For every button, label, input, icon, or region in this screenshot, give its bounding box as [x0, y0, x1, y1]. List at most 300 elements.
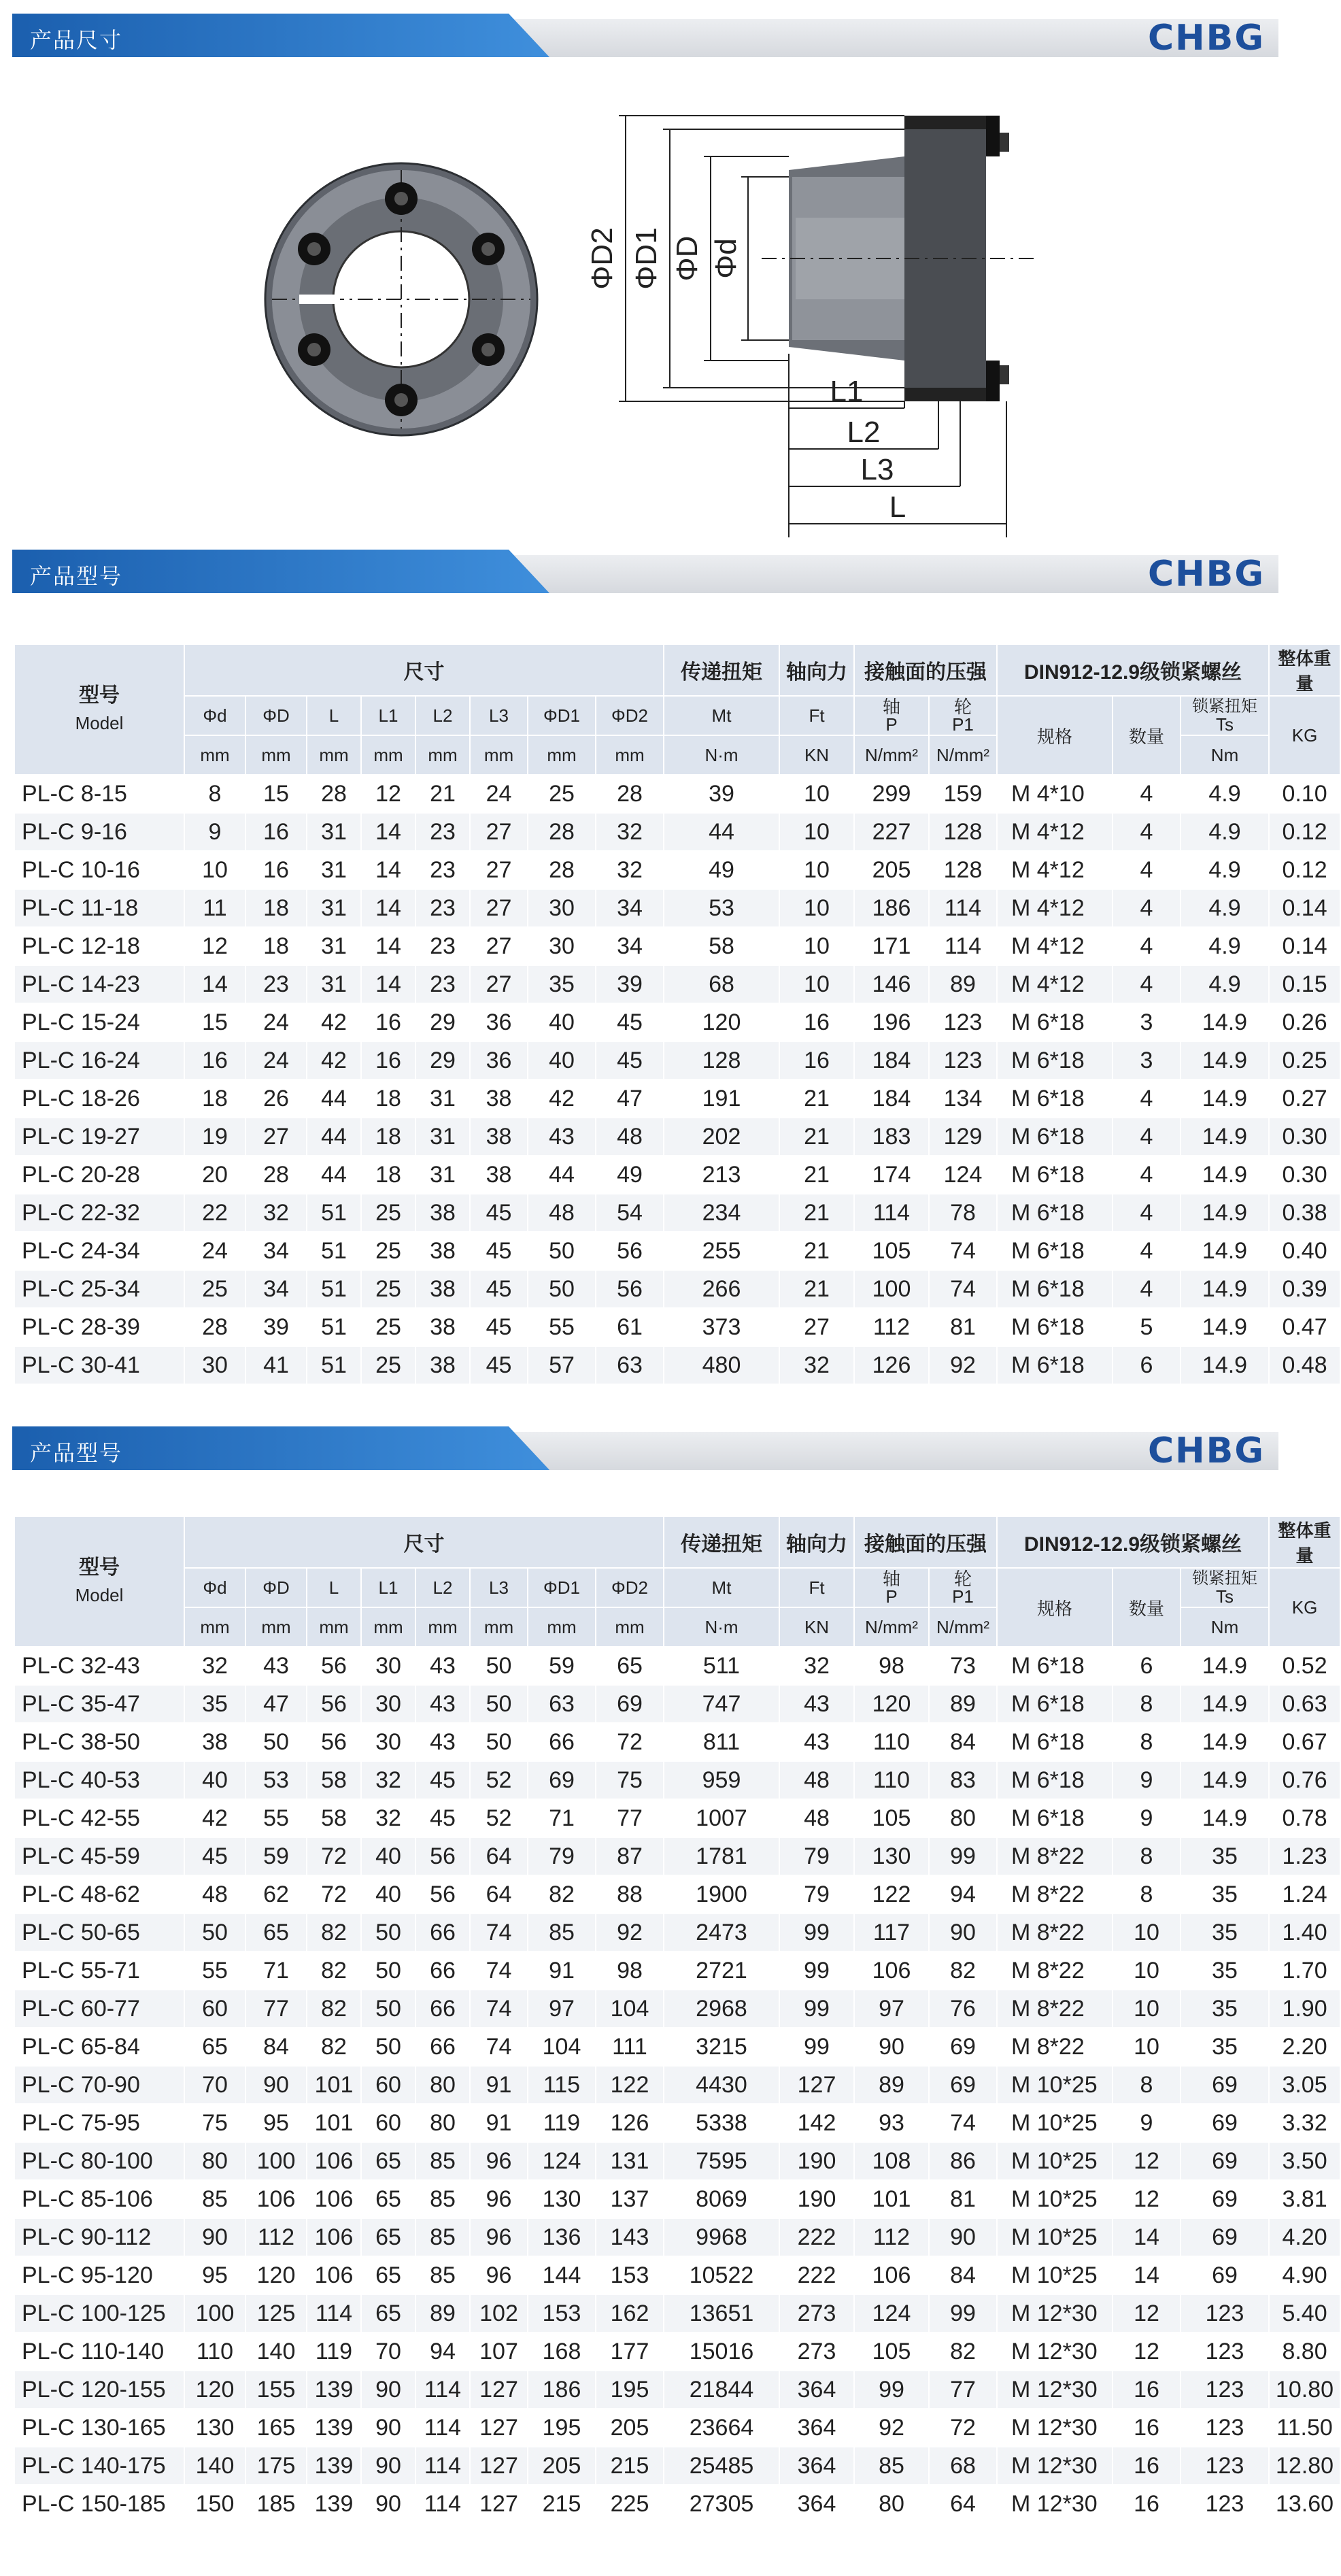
table-cell: 140	[184, 2447, 245, 2485]
table-cell: M 10*25	[997, 2142, 1113, 2180]
label-l3: L3	[860, 453, 894, 486]
table-cell: 69	[1181, 2066, 1269, 2104]
table-cell: 127	[470, 2447, 528, 2485]
table-cell: 115	[528, 2066, 596, 2104]
table-cell: 104	[528, 2028, 596, 2066]
label-l2: L2	[847, 416, 881, 449]
table-cell: 100	[245, 2142, 307, 2180]
table-row	[14, 1723, 1340, 1761]
table-cell: PL-C 75-95	[14, 2104, 184, 2142]
table-cell: 38	[415, 1308, 470, 1346]
table-cell: 130	[854, 1837, 929, 1875]
table-cell: 4	[1113, 813, 1181, 851]
table-cell: 0.52	[1269, 1647, 1340, 1685]
table-cell: 55	[245, 1799, 307, 1837]
table-cell: PL-C 12-18	[14, 927, 184, 965]
table-cell: 128	[664, 1041, 779, 1080]
table-cell: PL-C 9-16	[14, 813, 184, 851]
table-cell: 215	[528, 2485, 596, 2523]
table-cell: 168	[528, 2332, 596, 2371]
header-unit: mm	[184, 1607, 245, 1647]
header-unit: mm	[470, 735, 528, 775]
table-cell: M 6*18	[997, 1647, 1113, 1685]
table-row	[14, 965, 1340, 1003]
table-cell: 84	[245, 2028, 307, 2066]
spec-table-2	[14, 1516, 1341, 2524]
table-cell: PL-C 120-155	[14, 2371, 184, 2409]
table-cell: 71	[245, 1952, 307, 1990]
table-cell: 14.9	[1181, 1270, 1269, 1308]
table-cell: 64	[929, 2485, 997, 2523]
table-cell: 90	[184, 2218, 245, 2256]
table-cell: 74	[929, 1232, 997, 1270]
table-cell: 10	[779, 775, 854, 813]
table-row	[14, 1799, 1340, 1837]
table-cell: 38	[415, 1194, 470, 1232]
table-cell: 153	[596, 2256, 664, 2294]
table-cell: 52	[470, 1761, 528, 1799]
table-cell: 112	[854, 2218, 929, 2256]
table-cell: 111	[596, 2028, 664, 2066]
table-cell: 1007	[664, 1799, 779, 1837]
table-cell: 70	[361, 2332, 415, 2371]
header-spec: 规格	[997, 1568, 1113, 1647]
table-cell: 0.12	[1269, 851, 1340, 889]
table-cell: 134	[929, 1080, 997, 1118]
table-cell: 165	[245, 2409, 307, 2447]
table-cell: PL-C 19-27	[14, 1118, 184, 1156]
table-cell: 144	[528, 2256, 596, 2294]
technical-drawing	[0, 68, 1306, 544]
table-cell: 55	[528, 1308, 596, 1346]
table-cell: PL-C 65-84	[14, 2028, 184, 2066]
table-row	[14, 1837, 1340, 1875]
table-cell: 31	[415, 1080, 470, 1118]
table-cell: 12	[184, 927, 245, 965]
table-cell: 53	[664, 889, 779, 927]
table-cell: 6	[1113, 1346, 1181, 1384]
brand-logo: CHBG	[1148, 1431, 1265, 1471]
table-cell: 4	[1113, 965, 1181, 1003]
table-cell: 39	[245, 1308, 307, 1346]
table-cell: 110	[854, 1761, 929, 1799]
header-pressure: 接触面的压强	[854, 1516, 997, 1568]
table-cell: 35	[1181, 1990, 1269, 2028]
table-cell: 69	[1181, 2180, 1269, 2218]
table-cell: 205	[854, 851, 929, 889]
table-cell: PL-C 32-43	[14, 1647, 184, 1685]
table-cell: 42	[307, 1003, 361, 1041]
table-cell: 56	[307, 1647, 361, 1685]
table-row	[14, 775, 1340, 813]
table-cell: 139	[307, 2447, 361, 2485]
table-cell: 4	[1113, 775, 1181, 813]
table-cell: 96	[470, 2180, 528, 2218]
table-cell: PL-C 14-23	[14, 965, 184, 1003]
header-qty: 数量	[1113, 696, 1181, 775]
table-cell: 10	[779, 889, 854, 927]
table-cell: PL-C 20-28	[14, 1156, 184, 1194]
table-cell: 89	[929, 965, 997, 1003]
side-view	[585, 116, 1034, 537]
table-cell: 43	[779, 1685, 854, 1723]
table-cell: 38	[184, 1723, 245, 1761]
table-cell: 82	[307, 1990, 361, 2028]
table-cell: M 12*30	[997, 2294, 1113, 2332]
table-cell: 146	[854, 965, 929, 1003]
table-cell: 32	[779, 1346, 854, 1384]
header-unit: mm	[528, 1607, 596, 1647]
table-cell: 75	[184, 2104, 245, 2142]
table-cell: M 6*18	[997, 1041, 1113, 1080]
table-cell: 35	[1181, 1875, 1269, 1913]
table-cell: 16	[1113, 2485, 1181, 2523]
table-cell: 1.40	[1269, 1913, 1340, 1952]
table-cell: 65	[361, 2256, 415, 2294]
header-torque: 传递扭矩	[664, 1516, 779, 1568]
table-cell: 94	[415, 2332, 470, 2371]
table-cell: 25485	[664, 2447, 779, 2485]
table-cell: 16	[1113, 2409, 1181, 2447]
table-cell: 21844	[664, 2371, 779, 2409]
table-row	[14, 1156, 1340, 1194]
table-cell: 56	[596, 1270, 664, 1308]
table-cell: 30	[361, 1723, 415, 1761]
table-cell: 16	[779, 1003, 854, 1041]
table-cell: 42	[307, 1041, 361, 1080]
table-cell: 0.14	[1269, 927, 1340, 965]
table-cell: 124	[929, 1156, 997, 1194]
table-cell: 4	[1113, 1270, 1181, 1308]
table-cell: 20	[184, 1156, 245, 1194]
table-cell: 139	[307, 2371, 361, 2409]
table-cell: 99	[779, 2028, 854, 2066]
table-cell: 120	[854, 1685, 929, 1723]
table-row	[14, 2256, 1340, 2294]
table-cell: 128	[929, 851, 997, 889]
table-cell: 139	[307, 2485, 361, 2523]
table-cell: 79	[528, 1837, 596, 1875]
table-cell: 27	[470, 927, 528, 965]
table-cell: 10	[1113, 1990, 1181, 2028]
table-cell: 27	[470, 813, 528, 851]
table-cell: 25	[361, 1194, 415, 1232]
table-cell: 45	[470, 1308, 528, 1346]
header-col: L	[307, 1568, 361, 1607]
table-cell: 14	[184, 965, 245, 1003]
table-cell: 25	[528, 775, 596, 813]
brand-logo: CHBG	[1148, 554, 1265, 595]
table-cell: 28	[528, 851, 596, 889]
table-cell: 123	[929, 1003, 997, 1041]
table-cell: 90	[361, 2409, 415, 2447]
table-cell: 25	[361, 1308, 415, 1346]
table-cell: 155	[245, 2371, 307, 2409]
table-cell: 140	[245, 2332, 307, 2371]
table-cell: 44	[307, 1156, 361, 1194]
table-cell: 195	[596, 2371, 664, 2409]
table-cell: 4.9	[1181, 927, 1269, 965]
label-l: L	[889, 490, 906, 524]
table-cell: 106	[307, 2256, 361, 2294]
table-cell: 77	[245, 1990, 307, 2028]
table-cell: 25	[361, 1270, 415, 1308]
table-cell: 225	[596, 2485, 664, 2523]
table-cell: 50	[245, 1723, 307, 1761]
table-cell: 123	[1181, 2332, 1269, 2371]
table-cell: M 6*18	[997, 1156, 1113, 1194]
table-row	[14, 2332, 1340, 2371]
table-cell: 3	[1113, 1003, 1181, 1041]
header-col: L	[307, 696, 361, 735]
table-cell: 14.9	[1181, 1156, 1269, 1194]
header-hub: 轮 P1	[929, 1568, 997, 1607]
table-cell: 31	[307, 927, 361, 965]
table-cell: PL-C 70-90	[14, 2066, 184, 2104]
header-col: ΦD2	[596, 1568, 664, 1607]
table-cell: 38	[470, 1156, 528, 1194]
table-cell: 106	[854, 1952, 929, 1990]
table-cell: PL-C 30-41	[14, 1346, 184, 1384]
table-cell: M 4*12	[997, 889, 1113, 927]
table-cell: 32	[245, 1194, 307, 1232]
table-cell: 43	[415, 1685, 470, 1723]
table-cell: 66	[415, 1913, 470, 1952]
table-cell: 23	[415, 851, 470, 889]
table-cell: M 12*30	[997, 2371, 1113, 2409]
table-cell: 112	[854, 1308, 929, 1346]
table-cell: PL-C 45-59	[14, 1837, 184, 1875]
table-cell: M 8*22	[997, 2028, 1113, 2066]
table-cell: 153	[528, 2294, 596, 2332]
table-cell: 12	[1113, 2142, 1181, 2180]
table-cell: PL-C 16-24	[14, 1041, 184, 1080]
table-cell: 31	[415, 1118, 470, 1156]
table-cell: 95	[245, 2104, 307, 2142]
header-unit-ft: KN	[779, 1607, 854, 1647]
table-cell: 40	[528, 1003, 596, 1041]
header-model: 型号 Model	[14, 644, 184, 775]
header-ft: Ft	[779, 1568, 854, 1607]
table-cell: 4.9	[1181, 851, 1269, 889]
table-cell: 35	[1181, 1952, 1269, 1990]
table-cell: 511	[664, 1647, 779, 1685]
table-cell: 44	[307, 1118, 361, 1156]
table-cell: 5	[1113, 1308, 1181, 1346]
table-cell: 29	[415, 1041, 470, 1080]
table-cell: 14.9	[1181, 1647, 1269, 1685]
table-cell: 32	[596, 813, 664, 851]
table-cell: 18	[361, 1156, 415, 1194]
table-cell: 50	[470, 1723, 528, 1761]
table-cell: 56	[307, 1685, 361, 1723]
table-row	[14, 1685, 1340, 1723]
table-cell: 27305	[664, 2485, 779, 2523]
table-cell: 30	[528, 889, 596, 927]
table-row	[14, 1080, 1340, 1118]
header-col: Φd	[184, 696, 245, 735]
table-cell: 48	[528, 1194, 596, 1232]
table-cell: 45	[415, 1761, 470, 1799]
table-cell: 69	[596, 1685, 664, 1723]
table-row	[14, 813, 1340, 851]
table-cell: 0.30	[1269, 1156, 1340, 1194]
table-cell: 364	[779, 2485, 854, 2523]
table-cell: 120	[184, 2371, 245, 2409]
table-cell: 75	[596, 1761, 664, 1799]
table-cell: 14.9	[1181, 1232, 1269, 1270]
table-cell: 202	[664, 1118, 779, 1156]
table-cell: 25	[361, 1346, 415, 1384]
table-cell: 26	[245, 1080, 307, 1118]
table-cell: 14.9	[1181, 1685, 1269, 1723]
header-shaft: 轴 P	[854, 696, 929, 735]
table-cell: 162	[596, 2294, 664, 2332]
table-cell: 82	[929, 2332, 997, 2371]
table-row	[14, 1308, 1340, 1346]
table-cell: 45	[470, 1232, 528, 1270]
table-cell: 222	[779, 2256, 854, 2294]
table-cell: 15	[184, 1003, 245, 1041]
table-cell: 66	[415, 1952, 470, 1990]
table-cell: M 6*18	[997, 1003, 1113, 1041]
label-d2: ΦD2	[585, 227, 619, 290]
table-cell: 79	[779, 1875, 854, 1913]
table-cell: M 6*18	[997, 1194, 1113, 1232]
section-header-dimensions	[0, 14, 1306, 67]
table-cell: 38	[415, 1346, 470, 1384]
table-cell: 23	[415, 965, 470, 1003]
table-cell: 64	[470, 1875, 528, 1913]
table-cell: 44	[528, 1156, 596, 1194]
header-unit-mt: N·m	[664, 735, 779, 775]
table-cell: 8	[1113, 1685, 1181, 1723]
table-cell: 61	[596, 1308, 664, 1346]
table-row	[14, 1194, 1340, 1232]
table-cell: M 6*18	[997, 1685, 1113, 1723]
table-cell: 0.25	[1269, 1041, 1340, 1080]
table-cell: 120	[664, 1003, 779, 1041]
table-cell: 124	[854, 2294, 929, 2332]
table-cell: 117	[854, 1913, 929, 1952]
table-row	[14, 927, 1340, 965]
table-cell: 80	[929, 1799, 997, 1837]
table-cell: 114	[307, 2294, 361, 2332]
table-cell: 80	[184, 2142, 245, 2180]
table-cell: 99	[779, 1913, 854, 1952]
header-unit-p1: N/mm²	[929, 735, 997, 775]
table-cell: 14	[361, 851, 415, 889]
table-cell: 16	[245, 813, 307, 851]
table-cell: M 8*22	[997, 1913, 1113, 1952]
table-cell: 91	[528, 1952, 596, 1990]
table-cell: 35	[1181, 1837, 1269, 1875]
header-weight: 整体重量	[1269, 1516, 1340, 1568]
table-cell: 9	[184, 813, 245, 851]
table-cell: 91	[470, 2066, 528, 2104]
table-cell: 6	[1113, 1647, 1181, 1685]
label-l1: L1	[830, 375, 864, 408]
header-unit: mm	[596, 735, 664, 775]
table-cell: 373	[664, 1308, 779, 1346]
table-cell: 90	[929, 2218, 997, 2256]
table-cell: 143	[596, 2218, 664, 2256]
table-cell: 36	[470, 1041, 528, 1080]
table-cell: 8	[1113, 2066, 1181, 2104]
table-cell: 51	[307, 1194, 361, 1232]
table-cell: 68	[664, 965, 779, 1003]
table-cell: 123	[929, 1041, 997, 1080]
table-cell: M 6*18	[997, 1232, 1113, 1270]
table-cell: PL-C 38-50	[14, 1723, 184, 1761]
table-cell: 90	[361, 2447, 415, 2485]
label-d: ΦD	[670, 235, 704, 282]
table-cell: 43	[415, 1723, 470, 1761]
section-header-models-2	[0, 1426, 1306, 1479]
table-cell: 40	[361, 1875, 415, 1913]
header-unit-mt: N·m	[664, 1607, 779, 1647]
table-cell: 98	[596, 1952, 664, 1990]
table-cell: 47	[245, 1685, 307, 1723]
table-cell: 126	[854, 1346, 929, 1384]
table-cell: 92	[854, 2409, 929, 2447]
table-row	[14, 2180, 1340, 2218]
table-cell: 34	[596, 889, 664, 927]
table-cell: 65	[361, 2218, 415, 2256]
table-cell: 12.80	[1269, 2447, 1340, 2485]
table-cell: 56	[596, 1232, 664, 1270]
table-cell: 97	[854, 1990, 929, 2028]
table-cell: 99	[779, 1952, 854, 1990]
table-cell: 45	[415, 1799, 470, 1837]
table-cell: 126	[596, 2104, 664, 2142]
table-cell: 0.27	[1269, 1080, 1340, 1118]
table-cell: 8069	[664, 2180, 779, 2218]
table-row	[14, 2104, 1340, 2142]
table-cell: 10	[779, 927, 854, 965]
table-cell: 12	[1113, 2294, 1181, 2332]
table-cell: 14.9	[1181, 1003, 1269, 1041]
table-cell: 130	[184, 2409, 245, 2447]
table-cell: PL-C 11-18	[14, 889, 184, 927]
table-cell: 2.20	[1269, 2028, 1340, 2066]
table-cell: 31	[307, 813, 361, 851]
table-cell: 747	[664, 1685, 779, 1723]
header-unit: mm	[361, 1607, 415, 1647]
table-cell: 4	[1113, 851, 1181, 889]
table-cell: 100	[184, 2294, 245, 2332]
table-cell: 57	[528, 1346, 596, 1384]
table-cell: PL-C 18-26	[14, 1080, 184, 1118]
table-cell: 81	[929, 1308, 997, 1346]
table-cell: PL-C 35-47	[14, 1685, 184, 1723]
table-cell: 69	[929, 2066, 997, 2104]
table-cell: 31	[307, 889, 361, 927]
table-cell: 51	[307, 1232, 361, 1270]
header-col: L2	[415, 696, 470, 735]
table-cell: 195	[528, 2409, 596, 2447]
table-cell: 14.9	[1181, 1080, 1269, 1118]
table-cell: 1900	[664, 1875, 779, 1913]
header-col: Φd	[184, 1568, 245, 1607]
table-cell: PL-C 90-112	[14, 2218, 184, 2256]
table-cell: 122	[596, 2066, 664, 2104]
table-cell: 4	[1113, 927, 1181, 965]
table-cell: 65	[361, 2294, 415, 2332]
table-cell: 39	[596, 965, 664, 1003]
table-cell: 14.9	[1181, 1118, 1269, 1156]
table-cell: 114	[415, 2371, 470, 2409]
